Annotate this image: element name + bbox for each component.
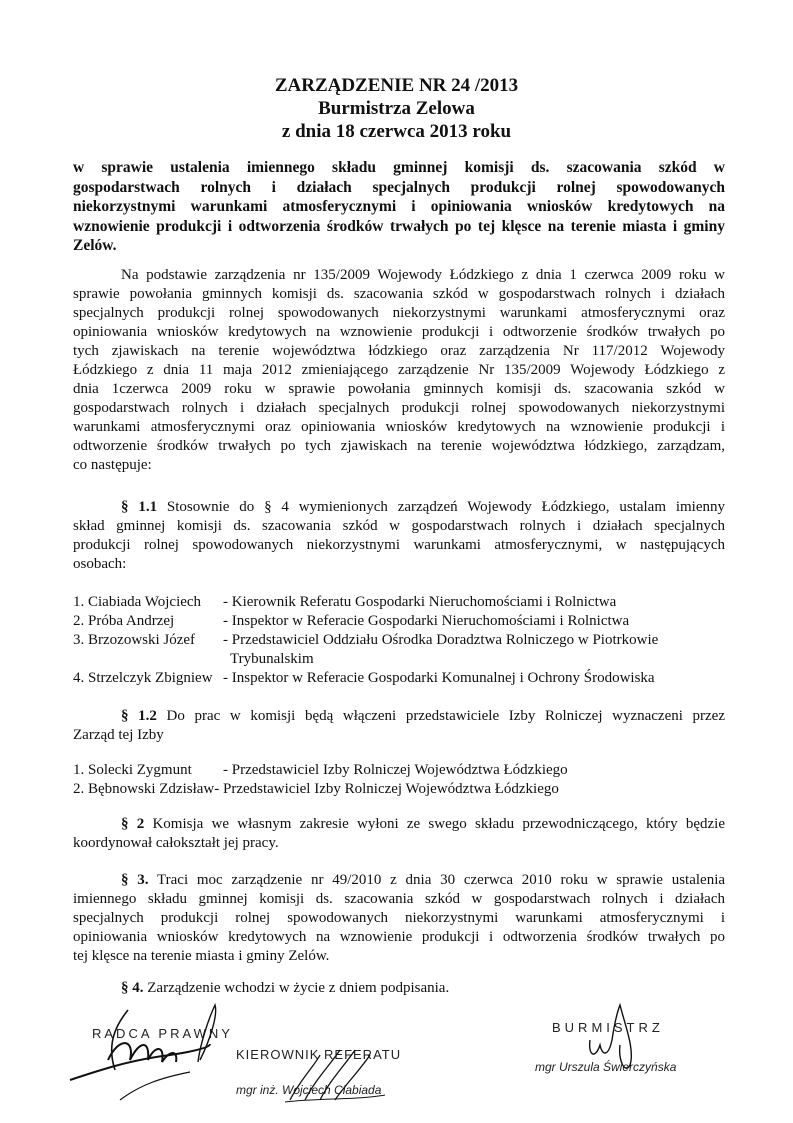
section-line: produkcji rolnej spowodowanych niekorzystnymi warunkami atmosferycznymi, w następujących bbox=[73, 537, 725, 553]
preamble-line: tych zjawiskach na terenie województwa łódzkiego oraz zarządzenia Nr 117/2012 Wojewody bbox=[73, 343, 725, 359]
subject-line: niekorzystnymi warunkami atmosferycznymi i opiniowania wniosków kredytowych na bbox=[73, 198, 725, 215]
legal-counsel-signature bbox=[60, 1000, 220, 1110]
preamble-line: opiniowania wniosków kredytowych na wznowienie produkcji i odtworzenie środków trwałych po bbox=[73, 324, 725, 340]
section-text: Traci moc zarządzenie nr 49/2010 z dnia 30 czerwca 2010 roku w sprawie ustalenia bbox=[148, 872, 726, 888]
subject-line: Zelów. bbox=[73, 237, 117, 254]
department-head-name: mgr inż. Wojciech Ciabiada bbox=[236, 1083, 382, 1097]
preamble-paragraph bbox=[73, 266, 725, 475]
section-line: Zarząd tej Izby bbox=[73, 727, 164, 743]
section-3 bbox=[73, 871, 725, 966]
section-marker: § 4. bbox=[121, 980, 144, 996]
section-3-first-line bbox=[73, 871, 725, 890]
section-4 bbox=[73, 979, 725, 998]
preamble-line: warunkami atmosferycznymi oraz opiniowania wniosków kredytowych na wznowienie produkcji i bbox=[73, 419, 725, 435]
commission-members-list bbox=[73, 593, 733, 688]
section-4-line bbox=[73, 979, 725, 998]
section-text: Stosownie do § 4 wymienionych zarządzeń Wojewody Łódzkiego, ustalam imienny bbox=[157, 499, 725, 515]
preamble-line: gospodarstwach rolnych i działach specjalnych produkcji rolnej spowodowanych niekorzystnymi bbox=[73, 400, 725, 416]
preamble-line: Łódzkiego z dnia 11 maja 2012 zmieniającego zarządzenie Nr 135/2009 Wojewody Łódzkiego z bbox=[73, 362, 725, 378]
section-line: opiniowania wniosków kredytowych na wznowienie produkcji i odtworzenia środków trwałych po bbox=[73, 929, 725, 945]
section-2 bbox=[73, 815, 725, 853]
member-role: - Przedstawiciel Izby Rolniczej Województwa Łódzkiego bbox=[223, 762, 568, 778]
member-row bbox=[73, 669, 733, 688]
preamble-line: co następuje: bbox=[73, 457, 152, 473]
section-1-1 bbox=[73, 498, 725, 574]
member-row bbox=[73, 631, 733, 650]
section-line: tej klęsce na terenie miasta i gminy Zelów. bbox=[73, 948, 330, 964]
member-row bbox=[73, 593, 733, 612]
member-row bbox=[73, 780, 733, 799]
member-name: 1. Ciabiada Wojciech bbox=[73, 594, 202, 610]
member-row bbox=[73, 612, 733, 631]
mayor-signature bbox=[570, 1000, 650, 1090]
member-role: - Kierownik Referatu Gospodarki Nieruchomościami i Rolnictwa bbox=[223, 594, 617, 610]
subject-line: wznowienie produkcji i odtworzenia środków trwałych po tej klęsce na terenie miasta i gminy bbox=[73, 217, 725, 235]
section-line: koordynował całokształt jej pracy. bbox=[73, 835, 279, 851]
member-role: - Inspektor w Referacie Gospodarki Komunalnej i Ochrony Środowiska bbox=[223, 670, 655, 686]
section-marker: § 1.1 bbox=[121, 499, 158, 515]
member-row bbox=[73, 761, 733, 780]
document-title bbox=[0, 74, 793, 143]
section-1-2-first-line bbox=[73, 707, 725, 726]
section-text: Zarządzenie wchodzi w życie z dniem podpisania. bbox=[143, 980, 450, 996]
section-line: osobach: bbox=[73, 556, 127, 572]
member-name: 2. Próba Andrzej bbox=[73, 613, 175, 629]
section-line: skład gminnej komisji ds. szacowania szkód w gospodarstwach rolnych i działach specjalnych bbox=[73, 518, 725, 534]
subject-line: gospodarstwach rolnych i działach specjalnych produkcji rolnej spowodowanych bbox=[73, 178, 725, 196]
preamble-line: specjalnych produkcji rolnej spowodowanych niekorzystnymi warunkami atmosferycznymi oraz bbox=[73, 305, 725, 321]
member-name: 2. Bębnowski Zdzisław bbox=[73, 781, 215, 797]
department-head-signature bbox=[280, 1040, 390, 1110]
section-marker: § 1.2 bbox=[121, 708, 157, 724]
preamble-line: sprawie powołania gminnych komisji ds. szacowania szkód w gospodarstwach rolnych i działach bbox=[73, 286, 725, 302]
member-role: - Przedstawiciel Oddziału Ośrodka Doradztwa Rolniczego w Piotrkowie bbox=[223, 632, 659, 648]
title-line-1: ZARZĄDZENIE NR 24 /2013 bbox=[274, 75, 519, 96]
title-line-3: z dnia 18 czerwca 2013 roku bbox=[281, 121, 512, 142]
chamber-members-list bbox=[73, 761, 733, 799]
section-text: Do prac w komisji będą włączeni przedstawiciele Izby Rolniczej wyznaczeni przez bbox=[156, 708, 725, 724]
section-1-1-first-line bbox=[73, 498, 725, 517]
preamble-line: dnia 1czerwca 2009 roku w sprawie powołania gminnych komisji ds. szacowania szkód w bbox=[73, 381, 725, 397]
section-text: Komisja we własnym zakresie wyłoni ze swego składu przewodniczącego, który będzie bbox=[144, 816, 725, 832]
member-name: 1. Solecki Zygmunt bbox=[73, 762, 192, 778]
mayor-title: BURMISTRZ bbox=[552, 1020, 664, 1035]
section-marker: § 3. bbox=[121, 872, 149, 888]
member-row-continuation bbox=[73, 650, 733, 669]
member-name: 4. Strzelczyk Zbigniew bbox=[73, 670, 213, 686]
preamble-line: odtworzenie środków trwałych po tych zjawiskach na terenie województwa łódzkiego, zarządzam, bbox=[73, 438, 725, 454]
section-marker: § 2 bbox=[121, 816, 145, 832]
mayor-name: mgr Urszula Świerczyńska bbox=[535, 1060, 677, 1074]
department-head-title: KIEROWNIK REFERATU bbox=[236, 1047, 402, 1062]
section-line: imiennego składu gminnej komisji ds. szacowania szkód w gospodarstwach rolnych i działach bbox=[73, 891, 725, 907]
title-line-2: Burmistrza Zelowa bbox=[318, 98, 475, 119]
member-role-continuation: Trybunalskim bbox=[230, 651, 314, 667]
subject-line: w sprawie ustalenia imiennego składu gminnej komisji ds. szacowania szkód w bbox=[73, 159, 725, 176]
preamble-line: Na podstawie zarządzenia nr 135/2009 Wojewody Łódzkiego z dnia 1 czerwca 2009 roku w bbox=[121, 267, 725, 283]
member-role: - Przedstawiciel Izby Rolniczej Województwa Łódzkiego bbox=[214, 781, 559, 797]
member-name: 3. Brzozowski Józef bbox=[73, 632, 196, 648]
section-2-first-line bbox=[73, 815, 725, 834]
section-1-2 bbox=[73, 707, 725, 745]
section-line: specjalnych produkcji rolnej spowodowanych niekorzystnymi warunkami atmosferycznymi i bbox=[73, 910, 725, 926]
member-role: - Inspektor w Referacie Gospodarki Nieruchomościami i Rolnictwa bbox=[223, 613, 630, 629]
legal-counsel-stamp: RADCA PRAWNY bbox=[92, 1026, 233, 1041]
document-subject bbox=[73, 158, 725, 256]
